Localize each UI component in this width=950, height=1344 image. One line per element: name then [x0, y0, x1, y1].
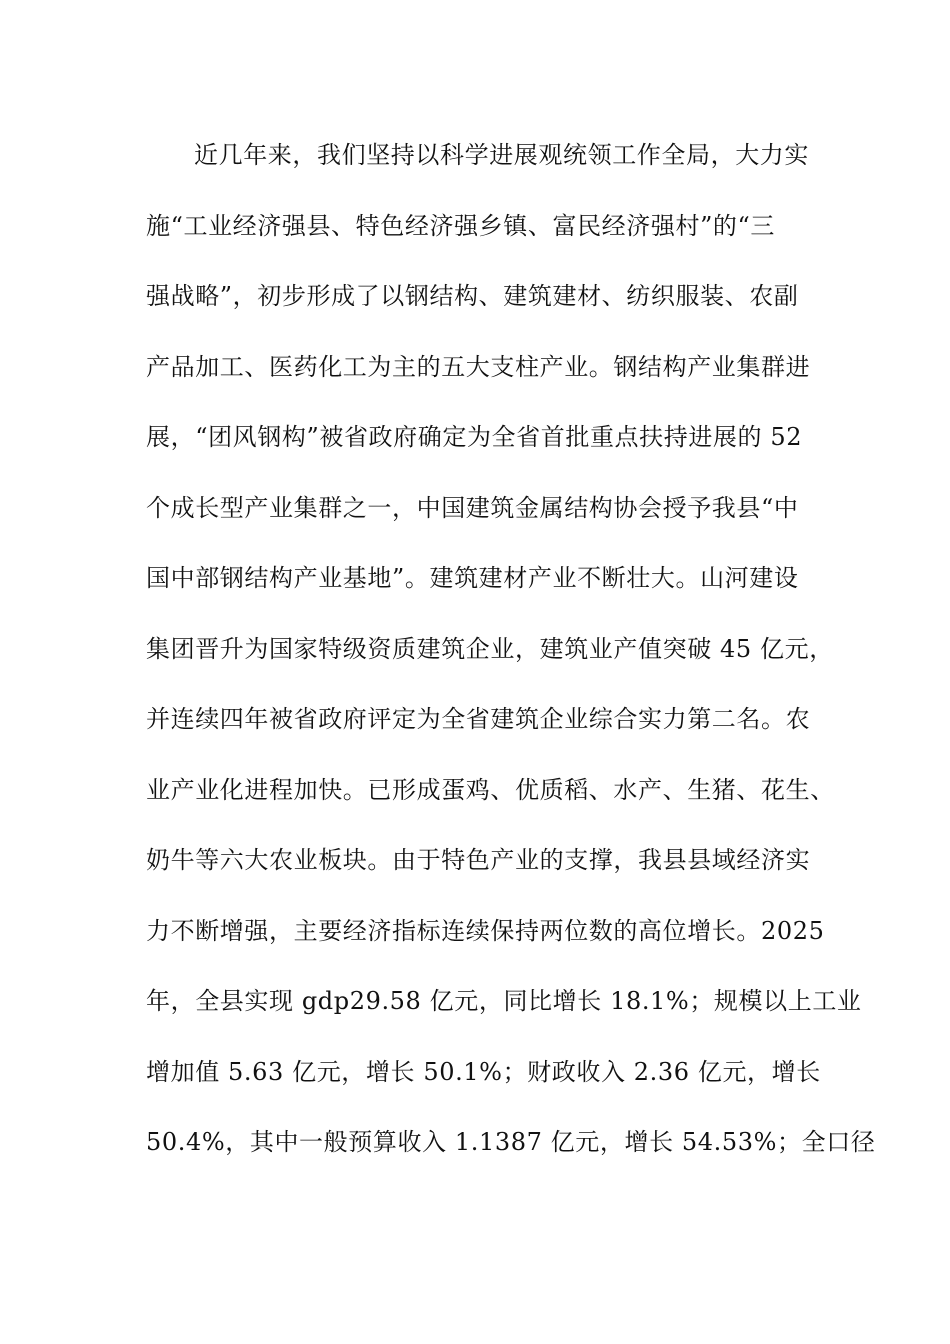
- text-line: 施“工业经济强县、特色经济强乡镇、富民经济强村”的“三: [146, 211, 776, 240]
- text-line: 业产业化进程加快。已形成蛋鸡、优质稻、水产、生猪、花生、: [146, 775, 835, 804]
- body-paragraph: [146, 128, 876, 1186]
- text-line: 50.4%，其中一般预算收入 1.1387 亿元，增长 54.53%；全口径: [146, 1128, 876, 1156]
- text-line: 产品加工、医药化工为主的五大支柱产业。钢结构产业集群进: [146, 352, 811, 381]
- text-line: 增加值 5.63 亿元，增长 50.1%；财政收入 2.36 亿元，增长: [146, 1057, 821, 1086]
- text-line: 年，全县实现 gdp29.58 亿元，同比增长 18.1%；规模以上工业: [146, 987, 862, 1015]
- text-line: 并连续四年被省政府评定为全省建筑企业综合实力第二名。农: [146, 705, 811, 733]
- text-line: 个成长型产业集群之一，中国建筑金属结构协会授予我县“中: [146, 493, 799, 522]
- text-line: 强战略”，初步形成了以钢结构、建筑建材、纺织服装、农副: [146, 282, 799, 310]
- text-line: 国中部钢结构产业基地”。建筑建材产业不断壮大。山河建设: [146, 564, 799, 592]
- text-line: 奶牛等六大农业板块。由于特色产业的支撑，我县县域经济实: [146, 846, 811, 874]
- text-line: 展，“团风钢构”被省政府确定为全省首批重点扶持进展的 52: [146, 423, 803, 451]
- text-line: 集团晋升为国家特级资质建筑企业，建筑业产值突破 45 亿元，: [146, 634, 834, 663]
- text-line: 力不断增强，主要经济指标连续保持两位数的高位增长。2025: [146, 916, 825, 945]
- text-line: 近几年来，我们坚持以科学进展观统领工作全局，大力实: [194, 141, 809, 169]
